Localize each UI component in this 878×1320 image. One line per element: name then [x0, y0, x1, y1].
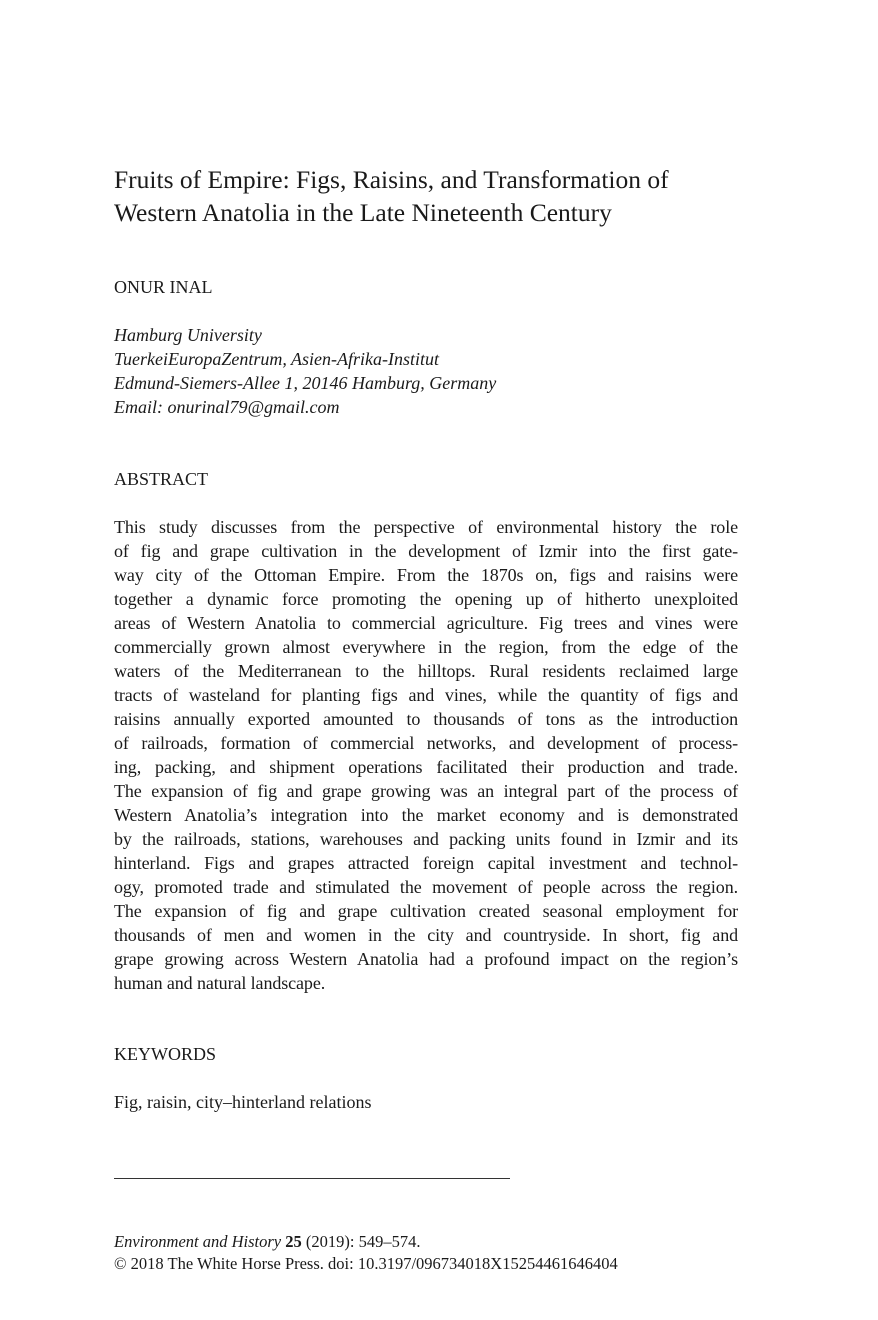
abstract-line: way city of the Ottoman Empire. From the 1870s on, figs and raisins were	[114, 565, 738, 585]
abstract-line: of railroads, formation of commercial networks, and development of process-	[114, 733, 738, 753]
keywords-list: Fig, raisin, city–hinterland relations	[114, 1092, 372, 1112]
abstract-line: tracts of wasteland for planting figs and vines, while the quantity of figs and	[114, 685, 738, 705]
journal-year-pages: (2019): 549–574.	[301, 1232, 421, 1251]
abstract-line: This study discusses from the perspective of environmental history the role	[114, 517, 738, 537]
affiliation-institution: Hamburg University	[114, 325, 262, 345]
abstract-line: hinterland. Figs and grapes attracted foreign capital investment and technol-	[114, 853, 738, 873]
author-affiliation	[114, 323, 496, 419]
article-title	[114, 163, 754, 229]
copyright-doi-line: © 2018 The White Horse Press. doi: 10.3197/096734018X15254461646404	[114, 1254, 618, 1273]
abstract-line: waters of the Mediterranean to the hilltops. Rural residents reclaimed large	[114, 661, 738, 681]
abstract-line: by the railroads, stations, warehouses and packing units found in Izmir and its	[114, 829, 738, 849]
abstract-line: ing, packing, and shipment operations facilitated their production and trade.	[114, 757, 738, 777]
affiliation-address: Edmund-Siemers-Allee 1, 20146 Hamburg, Germany	[114, 373, 497, 393]
abstract-line: ogy, promoted trade and stimulated the movement of people across the region.	[114, 877, 738, 897]
abstract-line: The expansion of fig and grape cultivation created seasonal employment for	[114, 901, 738, 921]
abstract-line: Western Anatolia’s integration into the market economy and is demonstrated	[114, 805, 738, 825]
abstract-line: thousands of men and women in the city and countryside. In short, fig and	[114, 925, 738, 945]
abstract-line: areas of Western Anatolia to commercial agriculture. Fig trees and vines were	[114, 613, 738, 633]
journal-volume: 25	[285, 1232, 302, 1251]
article-title-line: Fruits of Empire: Figs, Raisins, and Transformation of	[114, 165, 669, 194]
article-title-line: Western Anatolia in the Late Nineteenth Century	[114, 198, 612, 227]
abstract-line: The expansion of fig and grape growing was an integral part of the process of	[114, 781, 738, 801]
citation-footer	[114, 1231, 618, 1275]
abstract-line: raisins annually exported amounted to thousands of tons as the introduction	[114, 709, 738, 729]
affiliation-email: Email: onurinal79@gmail.com	[114, 397, 340, 417]
abstract-line: together a dynamic force promoting the opening up of hitherto unexploited	[114, 589, 738, 609]
author-name: ONUR INAL	[114, 277, 213, 297]
affiliation-department: TuerkeiEuropaZentrum, Asien-Afrika-Institut	[114, 349, 439, 369]
abstract-line: grape growing across Western Anatolia had a profound impact on the region’s	[114, 949, 738, 969]
journal-name: Environment and History	[114, 1232, 282, 1251]
abstract-heading: ABSTRACT	[114, 469, 209, 489]
abstract-line: commercially grown almost everywhere in the region, from the edge of the	[114, 637, 738, 657]
footnote-divider	[114, 1178, 510, 1179]
keywords-heading: KEYWORDS	[114, 1044, 216, 1064]
citation-line	[114, 1231, 618, 1253]
abstract-line: human and natural landscape.	[114, 973, 326, 993]
abstract-line: of fig and grape cultivation in the development of Izmir into the first gate-	[114, 541, 738, 561]
abstract-text	[114, 515, 738, 995]
